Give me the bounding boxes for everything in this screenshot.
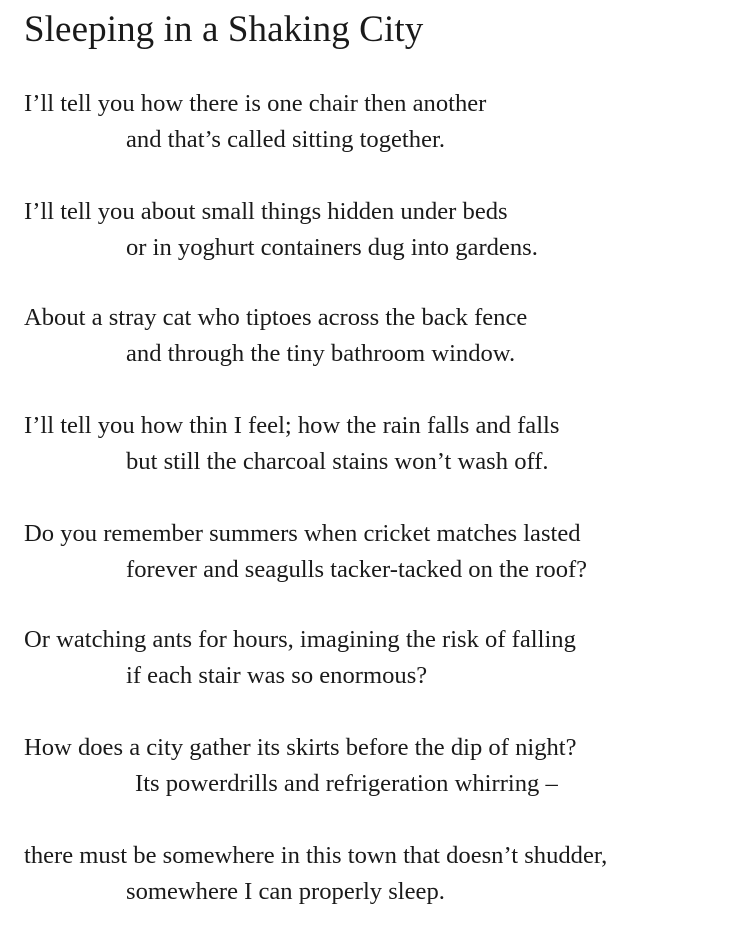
poem-line: How does a city gather its skirts before the dip of night? [24,734,577,761]
stanza [24,408,559,480]
poem-line: Or watching ants for hours, imagining the risk of falling [24,626,576,653]
poem-line: I’ll tell you how there is one chair then another [24,90,487,117]
stanza [24,730,577,802]
poem-line: there must be somewhere in this town that doesn’t shudder, [24,842,608,869]
poem-line-indented: and through the tiny bathroom window. [126,340,516,367]
poem-line: Do you remember summers when cricket matches lasted [24,520,581,547]
poem-line-indented: if each stair was so enormous? [126,662,428,689]
poem-line-indented: Its powerdrills and refrigeration whirring – [135,770,558,797]
poem-line: I’ll tell you how thin I feel; how the rain falls and falls [24,412,560,439]
poem-line-indented: somewhere I can properly sleep. [126,878,445,905]
poem-line-indented: forever and seagulls tacker-tacked on the roof? [126,556,588,583]
poem-line: I’ll tell you about small things hidden under beds [24,198,508,225]
stanza [24,300,527,372]
stanza [24,194,538,266]
poem-line-indented: or in yoghurt containers dug into gardens. [126,234,538,261]
poem-line-indented: and that’s called sitting together. [126,126,445,153]
stanza [24,838,607,910]
poem-title: Sleeping in a Shaking City [24,9,424,50]
poem-line-indented: but still the charcoal stains won’t wash off. [126,448,549,475]
poem-line: About a stray cat who tiptoes across the back fence [24,304,528,331]
stanza [24,516,587,588]
stanza [24,622,576,694]
stanza [24,86,486,158]
